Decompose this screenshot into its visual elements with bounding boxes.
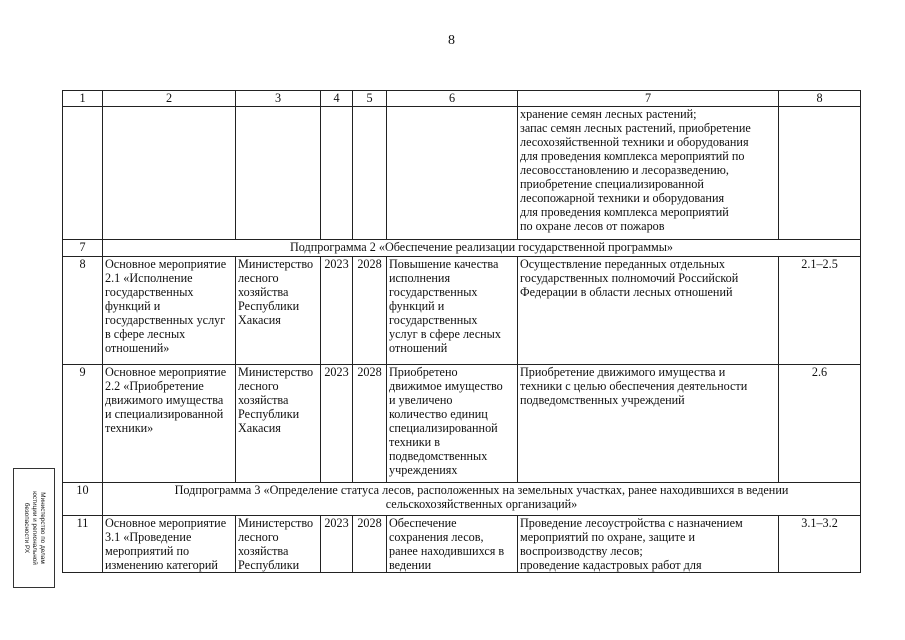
registration-stamp bbox=[13, 468, 55, 588]
cell-line: государственных bbox=[105, 285, 194, 299]
cell-line: Приобретено bbox=[389, 365, 458, 379]
table-row bbox=[63, 516, 861, 573]
header-cell-5: 5 bbox=[353, 91, 387, 107]
table-row bbox=[63, 365, 861, 483]
indicator-link: 2.1–2.5 bbox=[779, 257, 861, 365]
responsible-executor bbox=[236, 107, 321, 240]
stamp-line: безопасности РХ bbox=[23, 502, 30, 554]
cell-line: 2.2 «Приобретение bbox=[105, 379, 204, 393]
cell-line: Обеспечение bbox=[389, 516, 457, 530]
cell-line: для проведения комплекса мероприятий bbox=[520, 205, 729, 219]
cell-line: функций и bbox=[389, 299, 445, 313]
measure-name bbox=[103, 257, 236, 365]
measure-name bbox=[103, 516, 236, 573]
cell-line: и специализированной bbox=[105, 407, 224, 421]
cell-line: Республики bbox=[238, 299, 300, 313]
row-number bbox=[63, 107, 103, 240]
cell-line: техники» bbox=[105, 421, 154, 435]
cell-line: хозяйства bbox=[238, 393, 289, 407]
cell-line: Подпрограмма 2 «Обеспечение реализации государственной программы» bbox=[289, 240, 674, 254]
cell-line: Основное мероприятие bbox=[105, 257, 227, 271]
cell-line: Хакасия bbox=[238, 421, 281, 435]
measure-name bbox=[103, 107, 236, 240]
cell-line: техники в bbox=[389, 435, 440, 449]
stamp-text bbox=[22, 471, 46, 585]
row-number: 7 bbox=[63, 240, 103, 257]
cell-line: ранее находившихся в bbox=[389, 544, 505, 558]
cell-line: 2.1 «Исполнение bbox=[105, 271, 193, 285]
cell-line: отношений bbox=[389, 341, 448, 355]
cell-line: лесовосстановлению и лесоразведению, bbox=[520, 163, 729, 177]
cell-line: хозяйства bbox=[238, 285, 289, 299]
cell-line: мероприятий по bbox=[105, 544, 190, 558]
cell-line: подведомственных bbox=[389, 449, 488, 463]
cell-line: и увеличено bbox=[389, 393, 453, 407]
page-number: 8 bbox=[448, 33, 455, 48]
table-row bbox=[63, 257, 861, 365]
cell-line: лесного bbox=[238, 271, 279, 285]
cell-line: услуг в сфере лесных bbox=[389, 327, 501, 341]
cell-line: Повышение качества bbox=[389, 257, 499, 271]
cell-line: государственных услуг bbox=[105, 313, 226, 327]
end-year bbox=[353, 107, 387, 240]
header-cell-1: 1 bbox=[63, 91, 103, 107]
cell-line: техники с целью обеспечения деятельности bbox=[520, 379, 748, 393]
cell-line: Хакасия bbox=[238, 313, 281, 327]
start-year: 2023 bbox=[321, 257, 353, 365]
header-row bbox=[63, 91, 861, 107]
cell-line: воспроизводству лесов; bbox=[520, 544, 643, 558]
section-row bbox=[63, 483, 861, 516]
section-title bbox=[103, 240, 861, 257]
cell-line: лесного bbox=[238, 379, 279, 393]
cell-line: исполнения bbox=[389, 271, 451, 285]
cell-line: мероприятий по охране, защите и bbox=[520, 530, 695, 544]
cell-line: Проведение лесоустройства с назначением bbox=[520, 516, 743, 530]
cell-line: Основное мероприятие bbox=[105, 365, 227, 379]
measure-name bbox=[103, 365, 236, 483]
header-cell-3: 3 bbox=[236, 91, 321, 107]
end-year: 2028 bbox=[353, 516, 387, 573]
main-directions bbox=[518, 107, 779, 240]
start-year: 2023 bbox=[321, 516, 353, 573]
cell-line: изменению категорий bbox=[105, 558, 218, 572]
header-cell-8: 8 bbox=[779, 91, 861, 107]
indicator-link bbox=[779, 107, 861, 240]
responsible-executor bbox=[236, 516, 321, 573]
cell-line: в сфере лесных bbox=[105, 327, 186, 341]
cell-line: специализированной bbox=[389, 421, 498, 435]
header-cell-4: 4 bbox=[321, 91, 353, 107]
start-year bbox=[321, 107, 353, 240]
cell-line: государственных полномочий Российской bbox=[520, 271, 739, 285]
start-year: 2023 bbox=[321, 365, 353, 483]
cell-line: Осуществление переданных отдельных bbox=[520, 257, 725, 271]
row-number: 9 bbox=[63, 365, 103, 483]
section-title bbox=[103, 483, 861, 516]
cell-line: хранение семян лесных растений; bbox=[520, 107, 697, 121]
end-year: 2028 bbox=[353, 365, 387, 483]
cell-line: лесохозяйственной техники и оборудования bbox=[520, 135, 749, 149]
cell-line: приобретение специализированной bbox=[520, 177, 704, 191]
cell-line: учреждениях bbox=[389, 463, 458, 477]
cell-line: государственных bbox=[389, 313, 478, 327]
row-number: 10 bbox=[63, 483, 103, 516]
cell-line: сельскохозяйственных организаций» bbox=[385, 497, 578, 511]
expected-result bbox=[387, 516, 518, 573]
stamp-line: юстиции и региональной bbox=[31, 491, 38, 565]
cell-line: ведении bbox=[389, 558, 432, 572]
expected-result bbox=[387, 257, 518, 365]
expected-result bbox=[387, 107, 518, 240]
cell-line: Республики bbox=[238, 558, 300, 572]
cell-line: подведомственных учреждений bbox=[520, 393, 685, 407]
indicator-link: 3.1–3.2 bbox=[779, 516, 861, 573]
cell-line: Министерство bbox=[238, 516, 314, 530]
row-number: 11 bbox=[63, 516, 103, 573]
main-directions bbox=[518, 365, 779, 483]
cell-line: Федерации в области лесных отношений bbox=[520, 285, 733, 299]
responsible-executor bbox=[236, 257, 321, 365]
cell-line: хозяйства bbox=[238, 544, 289, 558]
cell-line: государственных bbox=[389, 285, 478, 299]
expected-result bbox=[387, 365, 518, 483]
responsible-executor bbox=[236, 365, 321, 483]
cell-line: сохранения лесов, bbox=[389, 530, 484, 544]
cell-line: по охране лесов от пожаров bbox=[520, 219, 665, 233]
main-directions bbox=[518, 257, 779, 365]
cell-line: 3.1 «Проведение bbox=[105, 530, 192, 544]
header-cell-2: 2 bbox=[103, 91, 236, 107]
header-cell-6: 6 bbox=[387, 91, 518, 107]
cell-line: Основное мероприятие bbox=[105, 516, 227, 530]
cell-line: движимое имущество bbox=[389, 379, 503, 393]
cell-line: для проведения комплекса мероприятий по bbox=[520, 149, 745, 163]
header-cell-7: 7 bbox=[518, 91, 779, 107]
cell-line: функций и bbox=[105, 299, 161, 313]
main-directions bbox=[518, 516, 779, 573]
cell-line: Подпрограмма 3 «Определение статуса лесов, расположенных на земельных участках, ранее находившихся в ведении bbox=[174, 483, 789, 497]
indicator-link: 2.6 bbox=[779, 365, 861, 483]
cell-line: лесопожарной техники и оборудования bbox=[520, 191, 725, 205]
section-row bbox=[63, 240, 861, 257]
cell-line: количество единиц bbox=[389, 407, 488, 421]
row-number: 8 bbox=[63, 257, 103, 365]
cell-line: движимого имущества bbox=[105, 393, 224, 407]
program-table bbox=[62, 90, 861, 573]
cell-line: Министерство bbox=[238, 257, 314, 271]
cell-line: Приобретение движимого имущества и bbox=[520, 365, 726, 379]
cell-line: запас семян лесных растений, приобретение bbox=[520, 121, 751, 135]
cell-line: лесного bbox=[238, 530, 279, 544]
cell-line: Министерство bbox=[238, 365, 314, 379]
stamp-line: Министерство по делам bbox=[39, 492, 46, 564]
cell-line: Республики bbox=[238, 407, 300, 421]
end-year: 2028 bbox=[353, 257, 387, 365]
cell-line: отношений» bbox=[105, 341, 170, 355]
continuation-row bbox=[63, 107, 861, 240]
cell-line: проведение кадастровых работ для bbox=[520, 558, 702, 572]
